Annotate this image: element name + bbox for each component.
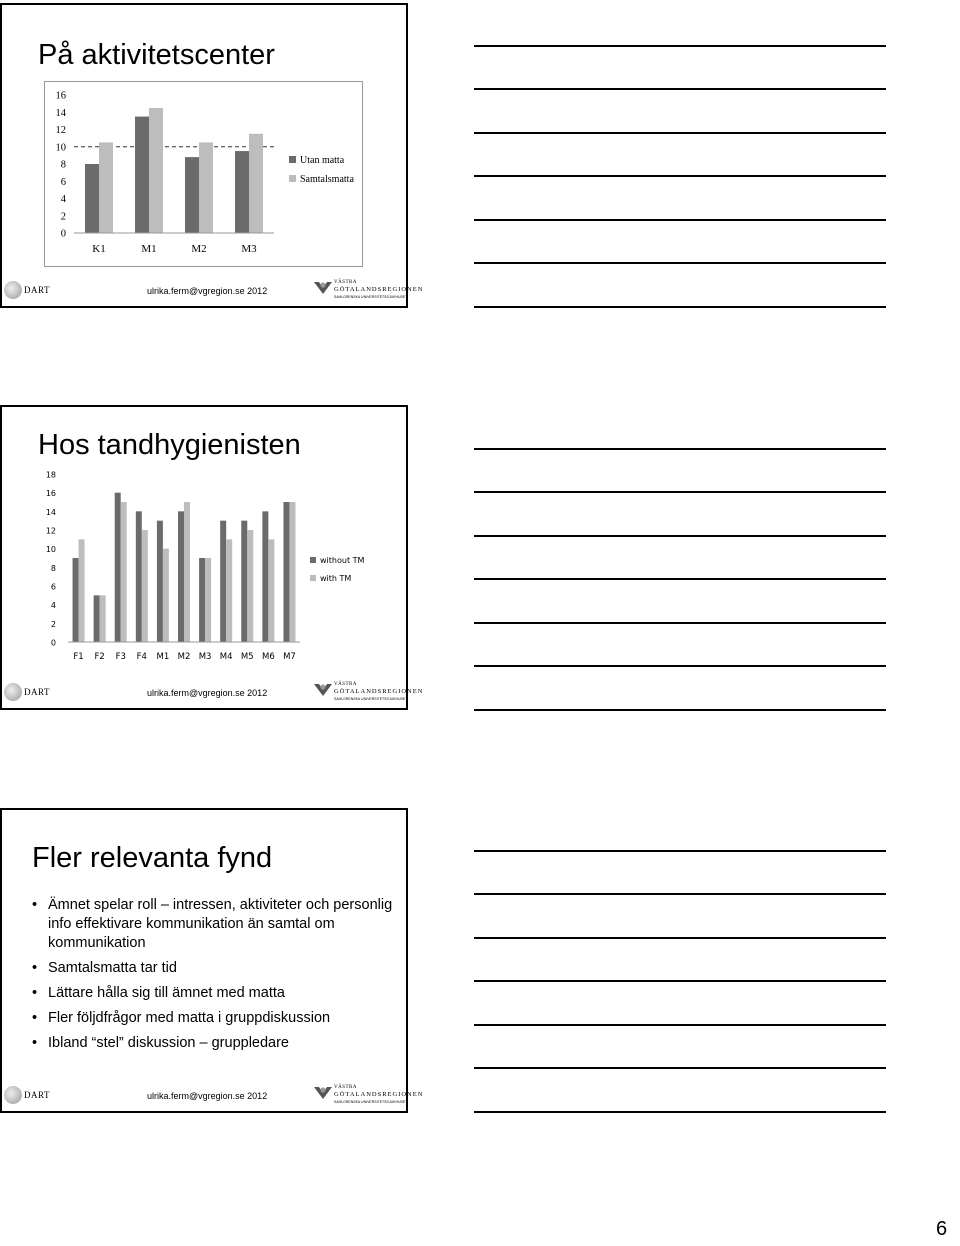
slide-title: På aktivitetscenter [38,39,275,71]
x-tick-label: F4 [136,652,147,662]
bar-without-tm [262,511,268,642]
y-tick-label: 4 [60,194,66,205]
bar-with-tm [100,595,106,642]
note-line [474,491,886,493]
bar-with-tm [289,502,295,642]
bar-with-tm [142,530,148,642]
y-tick-label: 4 [50,601,56,611]
slide-footer [2,276,424,306]
bar-without-tm [220,521,226,642]
note-line [474,709,886,711]
note-line [474,1111,886,1113]
y-tick-label: 8 [50,563,56,573]
legend-label: Utan matta [300,155,345,166]
x-tick-label: M3 [198,652,212,662]
x-tick-label: M2 [191,243,207,255]
legend-swatch [310,557,316,563]
y-tick-label: 12 [45,526,56,536]
bar-without-tm [73,558,79,642]
note-line [474,262,886,264]
x-tick-label: M2 [177,652,191,662]
bar-without-tm [241,521,247,642]
y-tick-label: 0 [50,638,56,648]
dart-logo: DART [4,279,64,303]
x-tick-label: F1 [73,652,84,662]
y-tick-label: 10 [45,545,56,555]
y-tick-label: 0 [60,228,66,240]
bar-utan-matta [85,164,99,233]
bullet-item: • Lättare hålla sig till ämnet med matta [30,984,400,1003]
dart-logo: DART [4,681,64,705]
x-tick-label: M7 [283,652,296,662]
note-line [474,850,886,852]
y-tick-label: 12 [55,125,66,136]
legend-swatch [310,575,316,581]
slide-3 [0,808,424,1113]
x-tick-label: F3 [115,652,126,662]
x-tick-label: M5 [240,652,254,662]
legend-swatch [289,175,296,182]
legend-label: with TM [320,574,352,583]
bullet-item: • Ämnet spelar roll – intressen, aktiviteter och personlig info effektivare kommunikation än samtal om kommunikation [30,896,400,953]
note-line [474,1067,886,1069]
note-line [474,88,886,90]
x-tick-label: M4 [219,652,233,662]
y-tick-label: 18 [45,470,56,480]
y-tick-label: 6 [50,582,56,592]
note-line [474,45,886,47]
slide-footer [2,1081,424,1111]
bar-without-tm [199,558,205,642]
y-tick-label: 16 [45,489,56,499]
slide-footer [2,678,424,708]
footer-email: ulrika.ferm@vgregion.se 2012 [147,1091,268,1101]
legend-label: without TM [320,556,365,565]
note-line [474,535,886,537]
bar-with-tm [268,539,274,642]
x-tick-label: M1 [156,652,170,662]
bar-utan-matta [135,117,149,233]
bar-with-tm [121,502,127,642]
x-tick-label: M3 [241,243,257,255]
y-tick-label: 14 [45,507,56,517]
bar-without-tm [136,511,142,642]
legend-swatch [289,156,296,163]
bar-utan-matta [185,157,199,233]
x-tick-label: M6 [261,652,275,662]
note-line [474,132,886,134]
dart-logo: DART [4,1084,64,1108]
slide-title: Hos tandhygienisten [38,429,301,461]
note-line [474,980,886,982]
note-line [474,175,886,177]
legend-label: Samtalsmatta [300,174,354,185]
bar-without-tm [94,595,100,642]
note-line [474,665,886,667]
y-tick-label: 14 [55,107,66,119]
bar-with-tm [226,539,232,642]
note-line [474,219,886,221]
y-tick-label: 8 [60,159,66,171]
x-tick-label: K1 [92,243,106,255]
y-tick-label: 10 [55,142,66,154]
bar-with-tm [184,502,190,642]
bar-with-tm [163,549,169,642]
y-tick-label: 2 [60,211,66,223]
page-number: 6 [936,1218,948,1240]
bar-with-tm [205,558,211,642]
vgr-logo: VÄSTRA GÖTALANDSREGIONEN SAHLGRENSKA UNIVERSITETSSJUKHUSET [314,278,408,304]
bar-samtalsmatta [99,142,113,233]
note-line [474,622,886,624]
bar-without-tm [115,493,121,642]
chart-dental-hygienist [42,467,382,667]
bullet-item: • Ibland “stel” diskussion – gruppledare [30,1034,400,1053]
bar-samtalsmatta [149,108,163,233]
vgr-logo: VÄSTRA GÖTALANDSREGIONEN SAHLGRENSKA UNIVERSITETSSJUKHUSET [314,1083,408,1109]
bar-without-tm [178,511,184,642]
note-line [474,578,886,580]
footer-email: ulrika.ferm@vgregion.se 2012 [147,286,268,296]
y-tick-label: 6 [60,176,66,188]
y-tick-label: 2 [50,619,56,629]
bar-with-tm [79,539,85,642]
bullet-list [30,896,400,1059]
bar-samtalsmatta [249,134,263,233]
bullet-item: • Fler följdfrågor med matta i gruppdiskussion [30,1009,400,1028]
chart-activity-center [44,81,364,267]
x-tick-label: F2 [94,652,105,662]
bullet-item: • Samtalsmatta tar tid [30,959,400,978]
note-line [474,893,886,895]
x-tick-label: M1 [141,243,157,255]
bar-without-tm [283,502,289,642]
vgr-logo: VÄSTRA GÖTALANDSREGIONEN SAHLGRENSKA UNIVERSITETSSJUKHUSET [314,680,408,706]
bar-without-tm [157,521,163,642]
bar-utan-matta [235,151,249,233]
bar-with-tm [247,530,253,642]
slide-title: Fler relevanta fynd [32,842,273,874]
note-line [474,448,886,450]
y-tick-label: 16 [55,90,66,102]
note-line [474,937,886,939]
note-line [474,306,886,308]
slide-1 [0,3,424,308]
note-line [474,1024,886,1026]
bar-samtalsmatta [199,142,213,233]
slide-2 [0,405,424,710]
footer-email: ulrika.ferm@vgregion.se 2012 [147,688,268,698]
